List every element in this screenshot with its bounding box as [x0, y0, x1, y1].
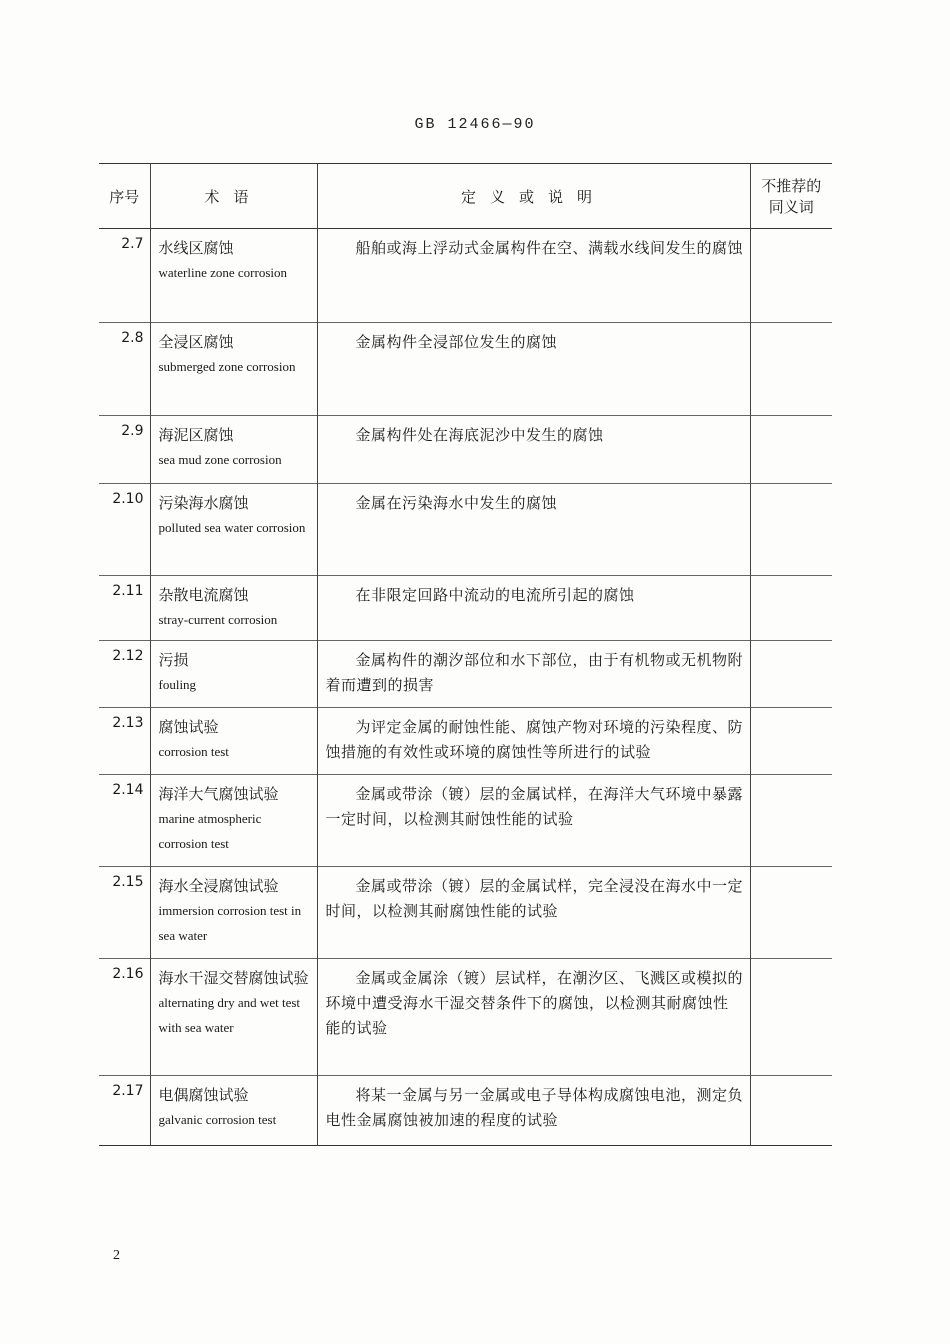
term-english: sea mud zone corrosion — [158, 452, 282, 467]
table-row — [99, 867, 832, 959]
synonym-cell — [750, 708, 832, 775]
synonym-cell — [750, 484, 832, 576]
synonym-cell — [750, 323, 832, 416]
term-chinese: 全浸区腐蚀 — [158, 333, 234, 351]
term-cell — [150, 484, 317, 576]
synonym-cell — [750, 1076, 832, 1146]
definition-cell: 金属或带涂（镀）层的金属试样，在海洋大气环境中暴露一定时间，以检测其耐蚀性能的试验 — [317, 775, 750, 867]
definition-cell: 在非限定回路中流动的电流所引起的腐蚀 — [317, 576, 750, 641]
synonym-cell — [750, 775, 832, 867]
definition-cell: 船舶或海上浮动式金属构件在空、满载水线间发生的腐蚀 — [317, 229, 750, 323]
synonym-cell — [750, 416, 832, 484]
term-cell — [150, 416, 317, 484]
term-cell — [150, 576, 317, 641]
table-row — [99, 1076, 832, 1146]
column-header-term: 术语 — [150, 164, 317, 229]
definition-cell: 金属构件处在海底泥沙中发生的腐蚀 — [317, 416, 750, 484]
term-cell — [150, 708, 317, 775]
table-row — [99, 708, 832, 775]
term-cell — [150, 867, 317, 959]
term-english: marine atmospheric corrosion test — [158, 811, 262, 851]
table-row — [99, 641, 832, 708]
row-number: 2.16 — [112, 966, 144, 982]
table-header-row — [99, 164, 832, 229]
term-chinese: 海洋大气腐蚀试验 — [158, 785, 279, 803]
term-cell — [150, 323, 317, 416]
definition-cell: 金属构件全浸部位发生的腐蚀 — [317, 323, 750, 416]
table-row — [99, 775, 832, 867]
term-cell — [150, 641, 317, 708]
column-header-definition: 定义或说明 — [317, 164, 750, 229]
term-chinese: 水线区腐蚀 — [158, 239, 234, 257]
column-header-synonym: 不推荐的同义词 — [750, 164, 832, 229]
synonym-cell — [750, 576, 832, 641]
term-chinese: 海水全浸腐蚀试验 — [158, 877, 279, 895]
row-number: 2.14 — [112, 782, 144, 798]
term-english: waterline zone corrosion — [158, 265, 288, 280]
row-number: 2.17 — [112, 1083, 144, 1099]
definition-cell: 金属或带涂（镀）层的金属试样，完全浸没在海水中一定时间，以检测其耐腐蚀性能的试验 — [317, 867, 750, 959]
row-number: 2.10 — [112, 491, 144, 507]
synonym-cell — [750, 229, 832, 323]
term-english: fouling — [158, 677, 197, 692]
table-row — [99, 484, 832, 576]
term-cell — [150, 775, 317, 867]
term-cell — [150, 229, 317, 323]
synonym-cell — [750, 641, 832, 708]
term-chinese: 电偶腐蚀试验 — [158, 1086, 249, 1104]
definition-cell: 金属在污染海水中发生的腐蚀 — [317, 484, 750, 576]
row-number: 2.8 — [121, 330, 144, 346]
row-number: 2.11 — [112, 583, 144, 599]
term-english: polluted sea water corrosion — [158, 520, 306, 535]
term-chinese: 海水干湿交替腐蚀试验 — [158, 969, 309, 987]
term-chinese: 杂散电流腐蚀 — [158, 586, 249, 604]
column-header-number: 序号 — [109, 187, 140, 206]
table-row — [99, 229, 832, 323]
page-number: 2 — [113, 1248, 120, 1263]
term-cell — [150, 1076, 317, 1146]
table-row — [99, 576, 832, 641]
row-number: 2.13 — [112, 715, 144, 731]
definition-cell: 将某一金属与另一金属或电子导体构成腐蚀电池，测定负电性金属腐蚀被加速的程度的试验 — [317, 1076, 750, 1146]
row-number: 2.12 — [112, 648, 144, 664]
terms-table — [99, 163, 832, 1146]
row-number: 2.7 — [121, 236, 144, 252]
synonym-cell — [750, 959, 832, 1076]
term-chinese: 腐蚀试验 — [158, 718, 219, 736]
term-english: alternating dry and wet test with sea water — [158, 995, 301, 1035]
table-row — [99, 959, 832, 1076]
standard-code: GB 12466—90 — [414, 116, 536, 133]
term-chinese: 污损 — [158, 651, 189, 669]
term-cell — [150, 959, 317, 1076]
table-row — [99, 416, 832, 484]
row-number: 2.9 — [121, 423, 144, 439]
term-english: galvanic corrosion test — [158, 1112, 277, 1127]
definition-cell: 金属构件的潮汐部位和水下部位，由于有机物或无机物附着而遭到的损害 — [317, 641, 750, 708]
row-number: 2.15 — [112, 874, 144, 890]
synonym-cell — [750, 867, 832, 959]
definition-cell: 为评定金属的耐蚀性能、腐蚀产物对环境的污染程度、防蚀措施的有效性或环境的腐蚀性等所进行的试验 — [317, 708, 750, 775]
table-row — [99, 323, 832, 416]
term-chinese: 污染海水腐蚀 — [158, 494, 249, 512]
term-chinese: 海泥区腐蚀 — [158, 426, 234, 444]
term-english: submerged zone corrosion — [158, 359, 296, 374]
definition-cell: 金属或金属涂（镀）层试样，在潮汐区、飞溅区或模拟的环境中遭受海水干湿交替条件下的腐蚀，以检测其耐腐蚀性能的试验 — [317, 959, 750, 1076]
term-english: stray-current corrosion — [158, 612, 278, 627]
term-english: corrosion test — [158, 744, 229, 759]
term-english: immersion corrosion test in sea water — [158, 903, 302, 943]
